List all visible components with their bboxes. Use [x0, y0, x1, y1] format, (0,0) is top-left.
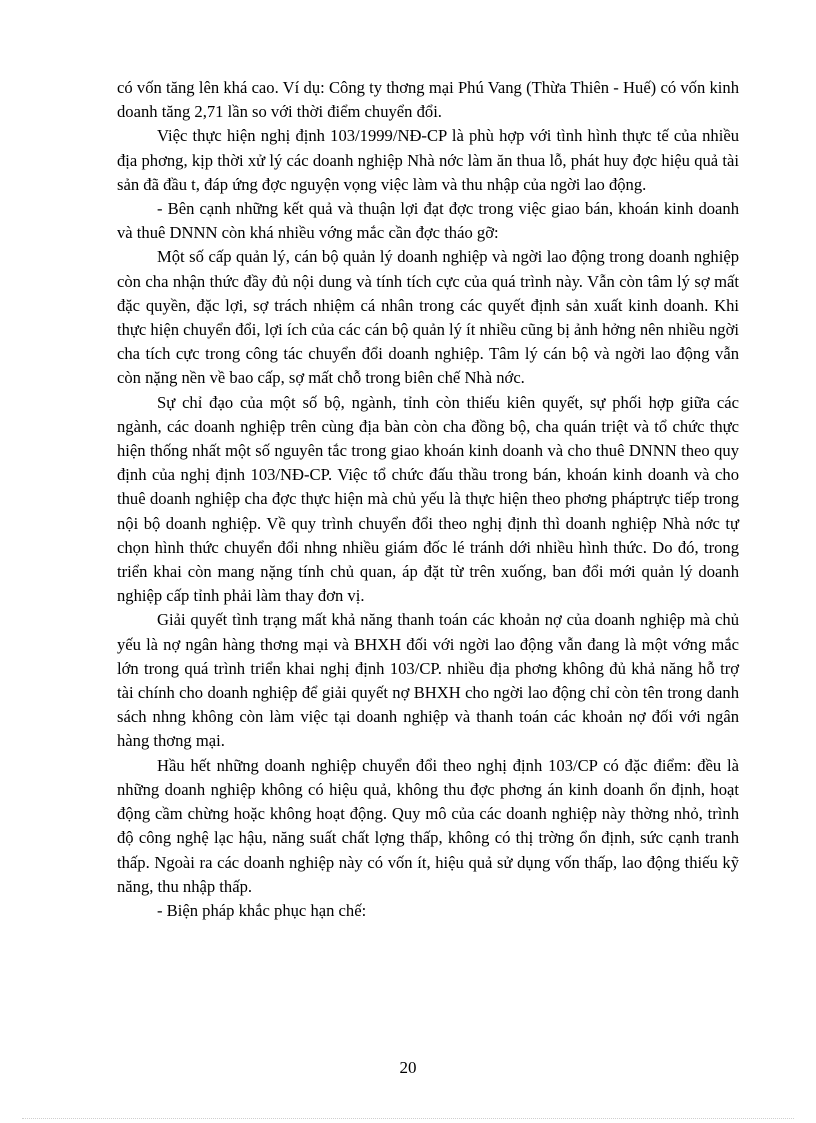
paragraph-continuation: có vốn tăng lên khá cao. Ví dụ: Công ty thơng mại Phú Vang (Thừa Thiên - Huế) có vốn kinh doanh tăng 2,71 lần so với thời điểm chuyển đổi.: [117, 78, 739, 122]
paragraph: Giải quyết tình trạng mất khả năng thanh toán các khoản nợ của doanh nghiệp mà chủ yếu là nợ ngân hàng thơng mại và BHXH đối với ngời lao động vẫn đang là một vớng mắc lớn trong quá trình triển khai nghị định 103/CP. nhiều địa phơng không đủ khả năng hỗ trợ tài chính cho doanh nghiệp để giải quyết nợ BHXH cho ngời lao động chỉ còn tên trong danh sách nhng không còn làm việc tại doanh nghiệp và thanh toán các khoản nợ đối với ngân hàng thơng mại.: [117, 610, 739, 751]
paragraph: Việc thực hiện nghị định 103/1999/NĐ-CP là phù hợp với tình hình thực tế của nhiều địa phơng, kịp thời xử lý các doanh nghiệp Nhà nớc làm ăn thua lỗ, phát huy đợc hiệu quả tài sản đã đầu t, đáp ứng đợc nguyện vọng việc làm và thu nhập của ngời lao động.: [117, 126, 739, 194]
paragraph: Hầu hết những doanh nghiệp chuyển đổi theo nghị định 103/CP có đặc điểm: đều là những doanh nghiệp không có hiệu quả, không thu đợc phơng án kinh doanh ổn định, hoạt động cầm chừng hoặc không hoạt động. Quy mô của các doanh nghiệp này thờng nhỏ, trình độ công nghệ lạc hậu, năng suất chất lợng thấp, không có thị trờng ổn định, sức cạnh tranh thấp. Ngoài ra các doanh nghiệp này có vốn ít, hiệu quả sử dụng vốn thấp, lao động thiếu kỹ năng, thu nhập thấp.: [117, 755, 739, 896]
paragraph: - Bên cạnh những kết quả và thuận lợi đạt đợc trong việc giao bán, khoán kinh doanh và thuê DNNN còn khá nhiều vớng mắc cần đợc tháo gỡ:: [117, 199, 739, 243]
page-bottom-border: [22, 1118, 794, 1119]
paragraph: - Biện pháp khắc phục hạn chế:: [157, 900, 367, 920]
page-number: 20: [399, 1058, 417, 1077]
paragraph: Một số cấp quản lý, cán bộ quản lý doanh nghiệp và ngời lao động trong doanh nghiệp còn cha nhận thức đầy đủ nội dung và tính tích cực của quá trình này. Vẫn còn tâm lý sợ mất đặc quyền, đặc lợi, sợ trách nhiệm cá nhân trong các quyết định sản xuất kinh doanh. Khi thực hiện chuyển đổi, lợi ích của các cán bộ quản lý ít nhiều cũng bị ảnh hởng nên nhiều ngời cha tích cực trong công tác chuyển đổi doanh nghiệp. Tâm lý cán bộ và ngời lao động vẫn còn nặng nền về bao cấp, sợ mất chỗ trong biên chế Nhà nớc.: [117, 247, 739, 388]
paragraph: Sự chỉ đạo của một số bộ, ngành, tỉnh còn thiếu kiên quyết, sự phối hợp giữa các ngành, các doanh nghiệp trên cùng địa bàn còn cha đồng bộ, cha quán triệt và tổ chức thực hiện thống nhất một số nguyên tắc trong giao khoán kinh doanh và cho thuê DNNN theo quy định của nghị định 103/NĐ-CP. Việc tổ chức đấu thầu trong bán, khoán kinh doanh và cho thuê doanh nghiệp cha đợc thực hiện mà chủ yếu là thực hiện theo phơng pháptrực tiếp trong nội bộ doanh nghiệp. Về quy trình chuyển đổi theo nghị định thì doanh nghiệp Nhà nớc tự chọn hình thức chuyển đổi nhng nhiều giám đốc lé tránh dới nhiều hình thức. Do đó, trong triển khai còn mang nặng tính chủ quan, áp đặt từ trên xuống, ban đổi mới quản lý doanh nghiệp cấp tỉnh phải làm thay đơn vị.: [117, 392, 739, 606]
document-body: [117, 76, 739, 923]
